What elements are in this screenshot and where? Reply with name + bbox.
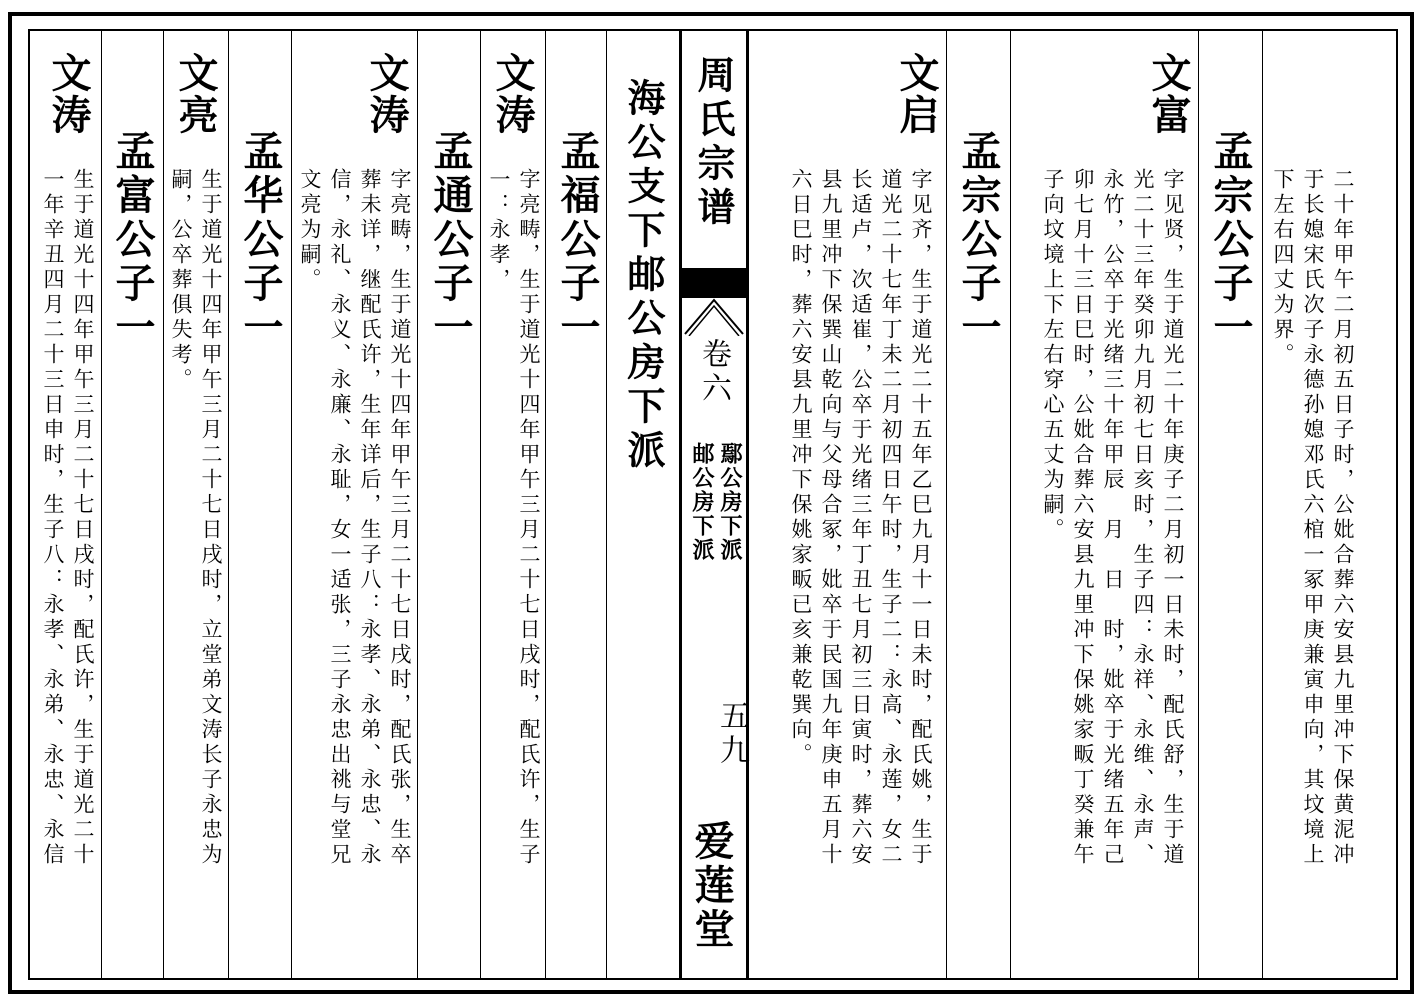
entry-name: 文涛 (363, 52, 410, 136)
entry-name: 文涛 (489, 52, 536, 136)
entry-heir-label: 孟华公子一 (237, 130, 284, 350)
column-rule (946, 30, 947, 978)
fishtail-chevron-icon (683, 296, 745, 336)
entry-biography: 生于道光十四年甲午三月二十七日戌时，配氏许，生于道光二十 一年辛丑四月二十三日申时，生子八：永孝、永弟、永忠、永信 (41, 168, 95, 868)
column-rule (417, 30, 418, 978)
entry-name: 文亮 (172, 52, 219, 136)
entry-biography: 字见贤，生于道光二十年庚子二月初一日未时，配氏舒，生于道 光二十三年癸卯九月初七日亥时，生子四：永祥、永维、永声、 永竹，公卒于光绪三十年甲辰 月 日 时，妣卒于光绪五年己 卯七月十三日巳时，公妣合葬六安县九里冲下保姚家畈丁癸兼午 子向坟境上下左右穿心五丈为嗣。 (1041, 168, 1185, 868)
entry-name: 文涛 (45, 52, 92, 136)
section-title: 海公支下邮公房下派 (621, 78, 666, 474)
volume-label: 卷六 (696, 338, 731, 406)
hall-name: 爱莲堂 (688, 820, 735, 952)
center-spine-left (679, 30, 682, 978)
book-title: 周氏宗谱 (691, 55, 736, 231)
branch-label-right: 鄢公房下派 (717, 442, 743, 562)
entry-heir-label: 孟富公子一 (109, 130, 156, 350)
branch-label-left: 邮公房下派 (689, 442, 715, 562)
column-rule (291, 30, 292, 978)
entry-heir-label: 孟宗公子一 (955, 130, 1002, 350)
column-rule (606, 30, 607, 978)
entry-name: 文启 (893, 52, 940, 136)
column-rule (480, 30, 481, 978)
entry-biography: 字亮畴，生于道光十四年甲午三月二十七日戌时，配氏张，生卒 葬未详，继配氏许，生年详后，生子八：永孝、永弟、永忠、永 信，永礼、永义、永廉、永耻，女一适张，三子永忠出祧与堂兄 文亮为嗣。 (298, 168, 412, 868)
column-rule (228, 30, 229, 978)
entry-biography: 生于道光十四年甲午三月二十七日戌时，立堂弟文涛长子永忠为 嗣，公卒葬俱失考。 (169, 168, 223, 868)
entry-biography: 字亮畴，生于道光十四年甲午三月二十七日戌时，配氏许，生子 一：永孝， (487, 168, 541, 868)
column-rule (1010, 30, 1011, 978)
entry-name: 文富 (1145, 52, 1192, 136)
entry-heir-label: 孟福公子一 (554, 130, 601, 350)
entry-heir-label: 孟通公子一 (427, 130, 474, 350)
column-rule (1262, 30, 1263, 978)
entry-biography: 字见齐，生于道光二十五年乙巳九月十一日未时，配氏姚，生于 道光二十七年丁未二月初四日午时，生子二：永高、永莲，女二 长适卢，次适崔，公卒于光绪三年丁丑七月初三日寅时，葬六安 县九里冲下保巽山乾向与父母合冢，妣卒于民国九年庚申五月十 六日巳时，葬六安县九里冲下保姚家畈已亥兼乾巽向。 (789, 168, 933, 868)
page-number: 五九 (714, 700, 749, 768)
column-rule (163, 30, 164, 978)
continued-burial-text: 二十年甲午二月初五日子时，公妣合葬六安县九里冲下保黄泥冲 于长媳宋氏次子永德孙媳邓氏六棺一冢甲庚兼寅申向，其坟境上 下左右四丈为界。 (1271, 168, 1355, 868)
column-rule (101, 30, 102, 978)
center-spine-right (746, 30, 749, 978)
column-rule (545, 30, 546, 978)
entry-heir-label: 孟宗公子一 (1207, 130, 1254, 350)
fishtail-mark (680, 268, 748, 298)
column-rule (1198, 30, 1199, 978)
